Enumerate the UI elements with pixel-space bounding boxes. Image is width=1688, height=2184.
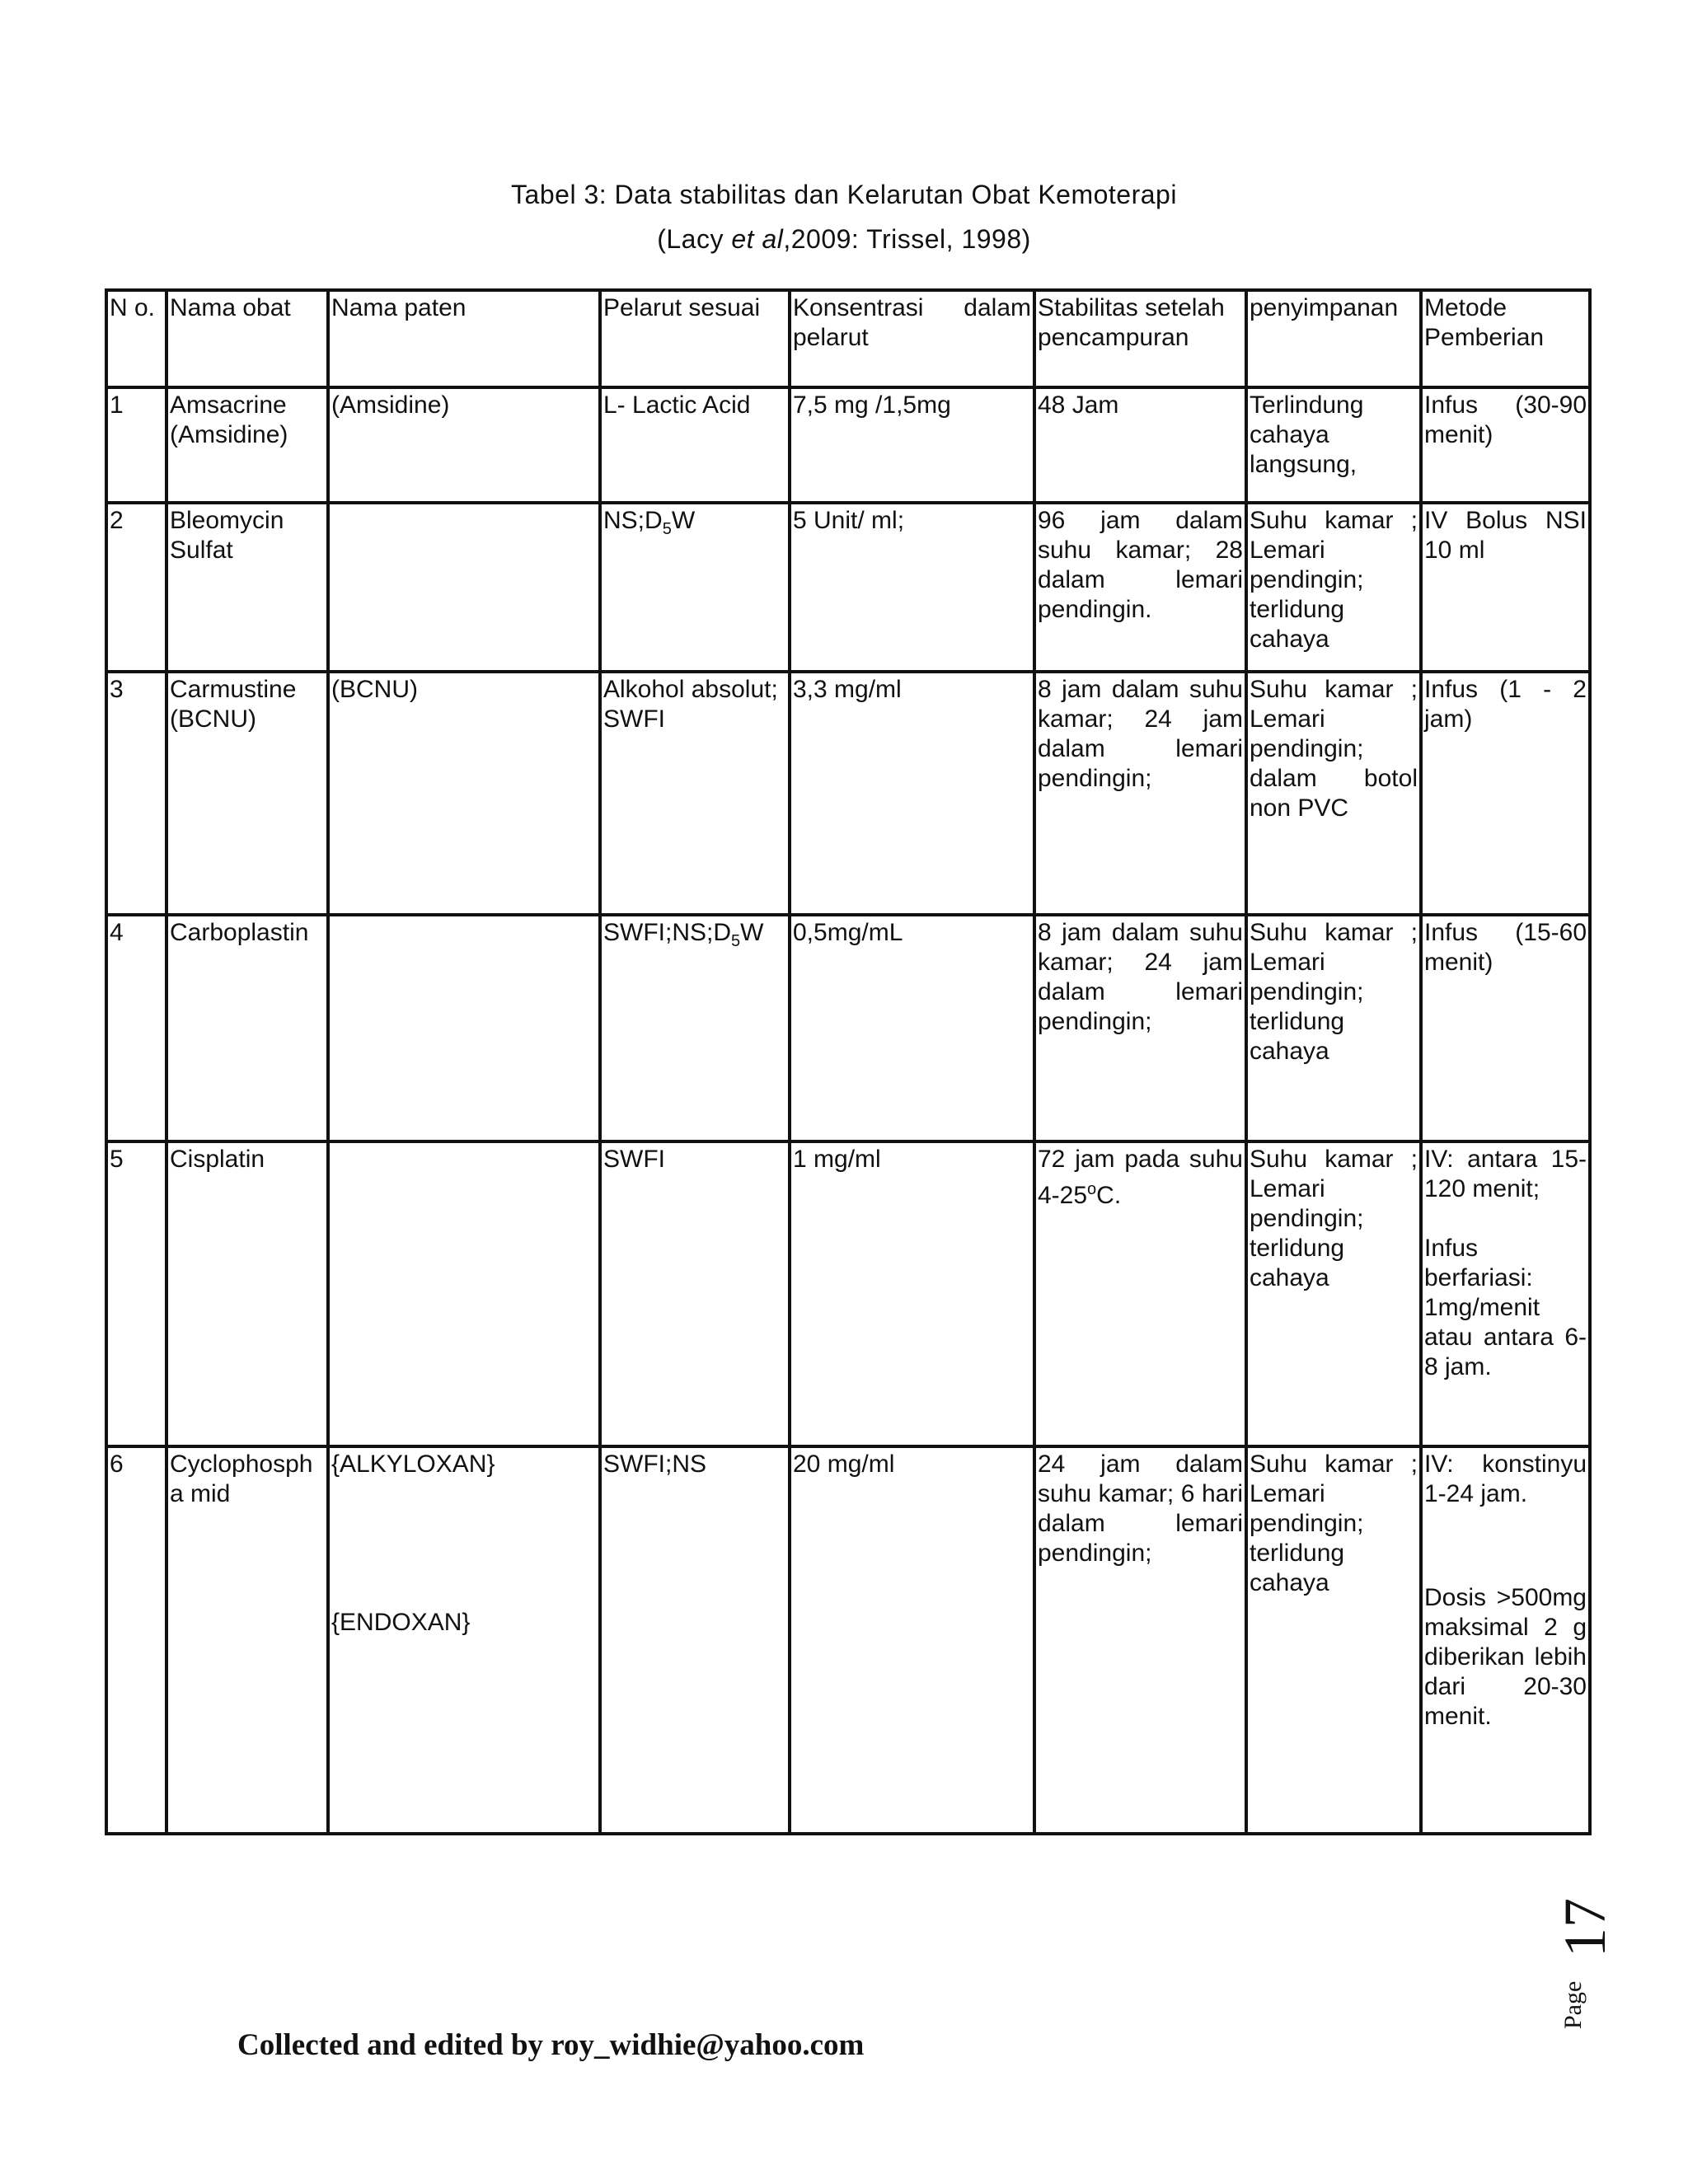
cell-nama-paten (328, 915, 600, 1141)
cell-konsentrasi: 0,5mg/mL (790, 915, 1034, 1141)
header-stabilitas: Stabilitas setelah pencampuran (1034, 290, 1246, 387)
cell-nama-obat: Amsacrine (Amsidine) (166, 387, 328, 503)
cell-penyimpanan: Suhu kamar ; Lemari pendingin; terlidung cahaya (1246, 1446, 1421, 1834)
cell-konsentrasi: 3,3 mg/ml (790, 672, 1034, 915)
cell-nama-paten (328, 1141, 600, 1446)
cell-nama-obat: Bleomycin Sulfat (166, 503, 328, 672)
cell-konsentrasi: 5 Unit/ ml; (790, 503, 1034, 672)
cell-nama-obat: Carboplastin (166, 915, 328, 1141)
header-no: N o. (106, 290, 166, 387)
header-nama-paten: Nama paten (328, 290, 600, 387)
metode-part-b: Infus berfariasi: 1mg/menit atau antara 6-8 jam. (1424, 1235, 1587, 1380)
page-number: 17 (1552, 1898, 1618, 1957)
cell-pelarut: Alkohol absolut; SWFI (600, 672, 790, 915)
cell-konsentrasi: 1 mg/ml (790, 1141, 1034, 1446)
cell-stabilitas: 8 jam dalam suhu kamar; 24 jam dalam lemari pendingin; (1034, 915, 1246, 1141)
table-row (106, 1446, 1590, 1834)
cell-no: 4 (106, 915, 166, 1141)
cell-nama-paten (328, 503, 600, 672)
cell-penyimpanan: Suhu kamar ; Lemari pendingin; terlidung cahaya (1246, 915, 1421, 1141)
cell-nama-paten: (BCNU) (328, 672, 600, 915)
cell-stabilitas: 48 Jam (1034, 387, 1246, 503)
cell-no: 2 (106, 503, 166, 672)
cell-no: 1 (106, 387, 166, 503)
header-pelarut: Pelarut sesuai (600, 290, 790, 387)
cell-pelarut: SWFI;NS (600, 1446, 790, 1834)
header-konsentrasi: Konsentrasi dalam pelarut (790, 290, 1034, 387)
cell-konsentrasi: 20 mg/ml (790, 1446, 1034, 1834)
metode-part-b: Dosis >500mg maksimal 2 g diberikan lebih dari 20-30 menit. (1424, 1584, 1587, 1730)
cell-stabilitas: 24 jam dalam suhu kamar; 6 hari dalam lemari pendingin; (1034, 1446, 1246, 1834)
cell-penyimpanan: Suhu kamar ; Lemari pendingin; terlidung cahaya (1246, 503, 1421, 672)
header-metode: Metode Pemberian (1421, 290, 1590, 387)
table-row (106, 1141, 1590, 1446)
cell-konsentrasi: 7,5 mg /1,5mg (790, 387, 1034, 503)
cell-penyimpanan: Suhu kamar ; Lemari pendingin; dalam botol non PVC (1246, 672, 1421, 915)
cell-pelarut: $SWFI;NS;D_5W$ (600, 915, 790, 1141)
stability-table (105, 288, 1592, 1835)
cell-penyimpanan: Suhu kamar ; Lemari pendingin; terlidung cahaya (1246, 1141, 1421, 1446)
caption-italic: et al (731, 224, 784, 254)
cell-no: 6 (106, 1446, 166, 1834)
cell-metode: Infus (1 - 2 jam) (1421, 672, 1590, 915)
footer-credit: Collected and edited by roy_widhie@yahoo.com (237, 2028, 865, 2062)
cell-metode (1421, 1446, 1590, 1834)
cell-metode: Infus (30-90 menit) (1421, 387, 1590, 503)
header-penyimpanan: penyimpanan (1246, 290, 1421, 387)
cell-metode: Infus (15-60 menit) (1421, 915, 1590, 1141)
cell-nama-paten: (Amsidine) (328, 387, 600, 503)
paten-endoxan: {ENDOXAN} (331, 1609, 471, 1636)
cell-metode: IV Bolus NSI 10 ml (1421, 503, 1590, 672)
cell-nama-obat: Cyclophosph a mid (166, 1446, 328, 1834)
cell-pelarut: SWFI (600, 1141, 790, 1446)
table-caption-title: Tabel 3: Data stabilitas dan Kelarutan Obat Kemoterapi (511, 180, 1177, 209)
cell-pelarut: L- Lactic Acid (600, 387, 790, 503)
table-row (106, 503, 1590, 672)
cell-nama-obat: Cisplatin (166, 1141, 328, 1446)
cell-stabilitas: 8 jam dalam suhu kamar; 24 jam dalam lemari pendingin; (1034, 672, 1246, 915)
cell-no: 3 (106, 672, 166, 915)
table-row (106, 672, 1590, 915)
cell-no: 5 (106, 1141, 166, 1446)
paten-alkyloxan: {ALKYLOXAN} (331, 1451, 495, 1478)
table-header-row (106, 290, 1590, 387)
table-caption-source: (Lacy et al,2009: Trissel, 1998) (657, 224, 1031, 254)
metode-part-a: IV: antara 15-120 menit; (1424, 1146, 1587, 1202)
cell-penyimpanan: Terlindung cahaya langsung, (1246, 387, 1421, 503)
metode-part-a: IV: konstinyu 1-24 jam. (1424, 1451, 1587, 1507)
table-row (106, 915, 1590, 1141)
cell-pelarut: $NS;D_5W$ (600, 503, 790, 672)
table-row (106, 387, 1590, 503)
page-word: Page (1559, 1980, 1587, 2029)
cell-nama-paten (328, 1446, 600, 1834)
cell-stabilitas: 96 jam dalam suhu kamar; 28 dalam lemari pendingin. (1034, 503, 1246, 672)
header-nama-obat: Nama obat (166, 290, 328, 387)
cell-stabilitas: 72 jam pada suhu 4-25$^o$C. (1034, 1141, 1246, 1446)
cell-nama-obat: Carmustine (BCNU) (166, 672, 328, 915)
cell-metode (1421, 1141, 1590, 1446)
